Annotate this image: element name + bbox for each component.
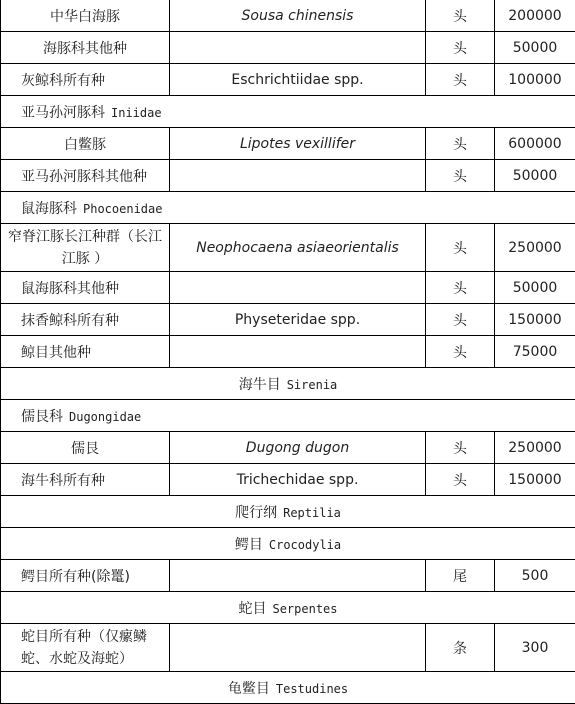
section-chinese-name: 龟鳖目 xyxy=(228,681,270,697)
section-row xyxy=(1,528,575,560)
section-row xyxy=(1,672,575,704)
species-name-cell: 灰鲸科所有种 xyxy=(1,64,170,96)
species-row xyxy=(1,464,575,496)
species-row xyxy=(1,560,575,592)
scientific-name-cell xyxy=(170,624,426,672)
species-name-cell: 窄脊江豚长江种群（长江江豚 ） xyxy=(1,224,170,272)
scientific-name-cell: Trichechidae spp. xyxy=(170,464,426,496)
species-row xyxy=(1,624,575,672)
species-name-cell: 鼠海豚科其他种 xyxy=(1,272,170,304)
unit-cell: 头 xyxy=(426,64,495,96)
section-row xyxy=(1,496,575,528)
section-row xyxy=(1,368,575,400)
species-name-cell: 鲸目其他种 xyxy=(1,336,170,368)
unit-cell: 头 xyxy=(426,432,495,464)
species-row xyxy=(1,64,575,96)
species-row xyxy=(1,0,575,32)
scientific-name-cell: Eschrichtiidae spp. xyxy=(170,64,426,96)
species-name-cell: 蛇目所有种（仅瘰鳞蛇、水蛇及海蛇） xyxy=(1,624,170,672)
section-heading xyxy=(1,96,575,128)
scientific-name-cell xyxy=(170,272,426,304)
table-body xyxy=(1,0,575,704)
species-row xyxy=(1,304,575,336)
species-row xyxy=(1,272,575,304)
scientific-name-cell xyxy=(170,32,426,64)
scientific-name-cell: Dugong dugon xyxy=(170,432,426,464)
unit-cell: 尾 xyxy=(426,560,495,592)
section-latin-name: Testudines xyxy=(276,682,348,696)
unit-cell: 头 xyxy=(426,0,495,32)
unit-cell: 头 xyxy=(426,224,495,272)
unit-cell: 头 xyxy=(426,32,495,64)
section-chinese-name: 蛇目 xyxy=(238,601,266,617)
scientific-name-cell: Neophocaena asiaeorientalis xyxy=(170,224,426,272)
section-heading xyxy=(1,592,575,624)
value-cell: 500 xyxy=(495,560,575,592)
species-name-cell: 亚马孙河豚科其他种 xyxy=(1,160,170,192)
value-cell: 100000 xyxy=(495,64,575,96)
section-chinese-name: 儒艮科 xyxy=(21,409,63,425)
scientific-name-cell xyxy=(170,560,426,592)
scientific-name-cell xyxy=(170,336,426,368)
value-cell: 600000 xyxy=(495,128,575,160)
scientific-name-cell: Lipotes vexillifer xyxy=(170,128,426,160)
scientific-name-cell xyxy=(170,160,426,192)
unit-cell: 条 xyxy=(426,624,495,672)
species-name-cell: 抹香鲸科所有种 xyxy=(1,304,170,336)
section-latin-name: Iniidae xyxy=(111,106,162,120)
section-chinese-name: 亚马孙河豚科 xyxy=(21,105,105,121)
value-cell: 250000 xyxy=(495,432,575,464)
species-row xyxy=(1,336,575,368)
species-name-cell: 鳄目所有种(除鼍) xyxy=(1,560,170,592)
unit-cell: 头 xyxy=(426,336,495,368)
unit-cell: 头 xyxy=(426,128,495,160)
section-chinese-name: 爬行纲 xyxy=(235,505,277,521)
value-cell: 50000 xyxy=(495,32,575,64)
value-cell: 250000 xyxy=(495,224,575,272)
section-heading xyxy=(1,192,575,224)
unit-cell: 头 xyxy=(426,464,495,496)
value-cell: 150000 xyxy=(495,304,575,336)
section-row xyxy=(1,400,575,432)
value-cell: 50000 xyxy=(495,272,575,304)
species-name-cell: 儒艮 xyxy=(1,432,170,464)
species-row xyxy=(1,224,575,272)
species-row xyxy=(1,160,575,192)
species-name-cell: 中华白海豚 xyxy=(1,0,170,32)
section-latin-name: Crocodylia xyxy=(269,538,341,552)
section-row xyxy=(1,592,575,624)
section-latin-name: Sirenia xyxy=(287,378,338,392)
section-heading xyxy=(1,496,575,528)
species-name-cell: 白鳖豚 xyxy=(1,128,170,160)
section-heading xyxy=(1,400,575,432)
section-chinese-name: 鼠海豚科 xyxy=(21,201,77,217)
section-latin-name: Reptilia xyxy=(283,506,341,520)
value-cell: 75000 xyxy=(495,336,575,368)
section-heading xyxy=(1,368,575,400)
species-row xyxy=(1,128,575,160)
section-heading xyxy=(1,528,575,560)
value-cell: 300 xyxy=(495,624,575,672)
section-chinese-name: 海牛目 xyxy=(239,377,281,393)
section-latin-name: Serpentes xyxy=(272,602,337,616)
unit-cell: 头 xyxy=(426,160,495,192)
value-cell: 150000 xyxy=(495,464,575,496)
value-cell: 200000 xyxy=(495,0,575,32)
species-name-cell: 海牛科所有种 xyxy=(1,464,170,496)
section-chinese-name: 鳄目 xyxy=(235,537,263,553)
value-cell: 50000 xyxy=(495,160,575,192)
unit-cell: 头 xyxy=(426,272,495,304)
scientific-name-cell: Sousa chinensis xyxy=(170,0,426,32)
section-latin-name: Phocoenidae xyxy=(83,202,162,216)
species-name-cell: 海豚科其他种 xyxy=(1,32,170,64)
section-latin-name: Dugongidae xyxy=(69,410,141,424)
unit-cell: 头 xyxy=(426,304,495,336)
species-row xyxy=(1,32,575,64)
section-heading xyxy=(1,672,575,704)
section-row xyxy=(1,96,575,128)
species-row xyxy=(1,432,575,464)
scientific-name-cell: Physeteridae spp. xyxy=(170,304,426,336)
section-row xyxy=(1,192,575,224)
